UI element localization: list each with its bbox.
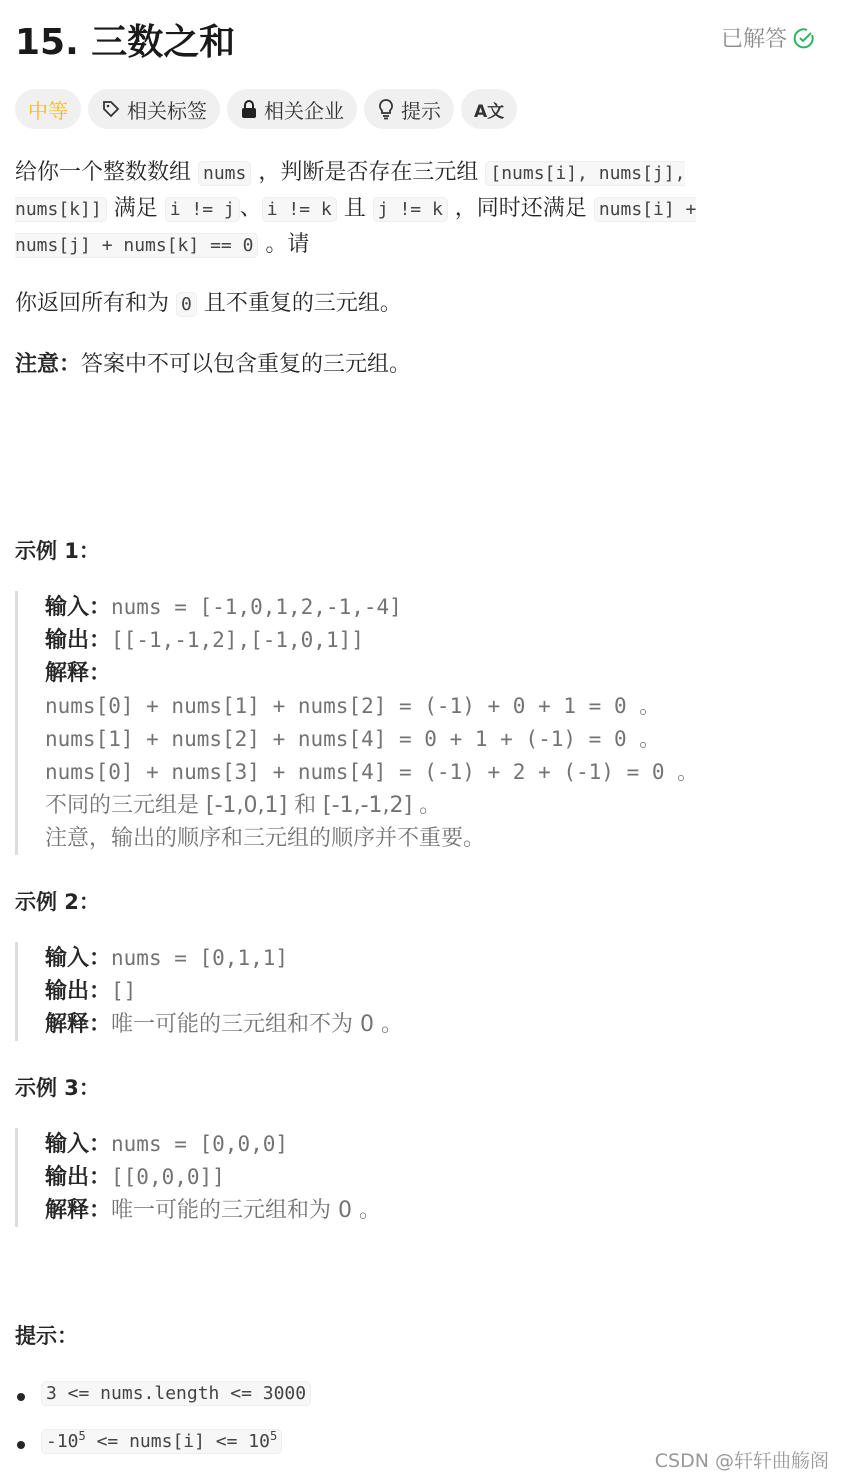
text: ，判断是否存在三元组 xyxy=(251,160,486,185)
explanation-label: 解释： xyxy=(45,1012,112,1037)
note-text: 答案中不可以包含重复的三元组。 xyxy=(81,352,412,377)
lock-icon xyxy=(240,99,258,119)
companies-tag-button[interactable] xyxy=(227,89,357,129)
text: -10 xyxy=(46,1431,79,1452)
output-label: 输出： xyxy=(45,628,112,653)
explanation-label: 解释： xyxy=(45,1198,112,1223)
exponent: 5 xyxy=(269,1429,278,1443)
text: 。请 xyxy=(258,232,310,257)
text: <= nums[i] <= 10 xyxy=(85,1431,270,1452)
input-label: 输入： xyxy=(45,946,112,971)
tag-bar xyxy=(15,89,517,129)
example-2-block xyxy=(15,942,403,1041)
hint-button[interactable] xyxy=(364,89,454,129)
constraint-item xyxy=(15,1380,311,1404)
solved-label: 已解答 xyxy=(720,27,787,52)
explanation-line: nums[0] + nums[3] + nums[4] = (-1) + 2 + (-1) = 0 。 xyxy=(45,760,699,784)
input-value: nums = [-1,0,1,2,-1,-4] xyxy=(111,595,402,619)
description-paragraph-1 xyxy=(15,155,775,263)
code: i != j xyxy=(165,197,240,222)
text: 且不重复的三元组。 xyxy=(196,291,402,316)
constraints-title: 提示： xyxy=(15,1324,78,1348)
example-3-block xyxy=(15,1128,381,1227)
constraint-item xyxy=(15,1428,311,1452)
watermark: CSDN @轩轩曲觞阁 xyxy=(654,1450,829,1472)
constraint-code: 3 <= nums.length <= 3000 xyxy=(41,1381,311,1406)
explanation-line: nums[1] + nums[2] + nums[4] = 0 + 1 + (-1) = 0 。 xyxy=(45,727,661,751)
translate-button[interactable] xyxy=(461,89,517,129)
example-1-block xyxy=(15,591,698,855)
code: nums[i] + nums[j] + nums[k] == 0 xyxy=(15,199,697,256)
code: j != k xyxy=(373,197,448,222)
output-label: 输出： xyxy=(45,979,112,1004)
constraints-list xyxy=(15,1380,311,1476)
solved-status xyxy=(721,22,815,53)
explanation-line: 不同的三元组是 [-1,0,1] 和 [-1,-1,2] 。 xyxy=(45,793,442,818)
exponent: 5 xyxy=(78,1429,86,1443)
text: 你返回所有和为 xyxy=(15,291,176,316)
difficulty-badge[interactable]: 中等 xyxy=(15,89,81,129)
topics-label: 相关标签 xyxy=(127,98,207,123)
check-circle-icon xyxy=(793,27,815,49)
note-label: 注意： xyxy=(15,352,82,377)
input-label: 输入： xyxy=(45,1132,112,1157)
explanation-line: nums[0] + nums[1] + nums[2] = (-1) + 0 + 1 = 0 。 xyxy=(45,694,661,718)
output-value: [[0,0,0]] xyxy=(111,1165,225,1189)
example-1-title: 示例 1： xyxy=(15,539,100,563)
lightbulb-icon xyxy=(377,98,395,120)
note xyxy=(15,347,775,382)
explanation-label: 解释： xyxy=(45,661,112,686)
description-paragraph-2 xyxy=(15,286,775,322)
constraint-code xyxy=(41,1429,282,1454)
topics-tag-button[interactable] xyxy=(88,89,220,129)
code: [nums[i], nums[j], nums[k]] xyxy=(15,163,686,220)
input-value: nums = [0,1,1] xyxy=(111,946,289,970)
output-label: 输出： xyxy=(45,1165,112,1190)
text: ，同时还满足 xyxy=(447,196,594,221)
input-value: nums = [0,0,0] xyxy=(111,1132,289,1156)
explanation-text: 唯一可能的三元组和不为 0 。 xyxy=(111,1012,403,1037)
input-label: 输入： xyxy=(45,595,112,620)
explanation-line: 注意，输出的顺序和三元组的顺序并不重要。 xyxy=(45,826,486,851)
text: 、 xyxy=(239,196,262,221)
explanation-text: 唯一可能的三元组和为 0 。 xyxy=(111,1198,381,1223)
companies-label: 相关企业 xyxy=(264,98,344,123)
example-3-title: 示例 3： xyxy=(15,1076,100,1100)
text: 且 xyxy=(336,196,373,221)
tag-icon xyxy=(101,99,121,119)
output-value: [] xyxy=(111,979,137,1003)
output-value: [[-1,-1,2],[-1,0,1]] xyxy=(111,628,364,652)
text: 满足 xyxy=(106,196,165,221)
example-2-title: 示例 2： xyxy=(15,890,100,914)
page-title: 15. 三数之和 xyxy=(15,22,236,63)
code: i != k xyxy=(262,197,337,222)
code: nums xyxy=(198,161,251,186)
translate-icon: A文 xyxy=(474,101,505,122)
hint-label: 提示 xyxy=(401,98,441,123)
code: 0 xyxy=(176,292,197,317)
text: 给你一个整数数组 xyxy=(15,160,198,185)
